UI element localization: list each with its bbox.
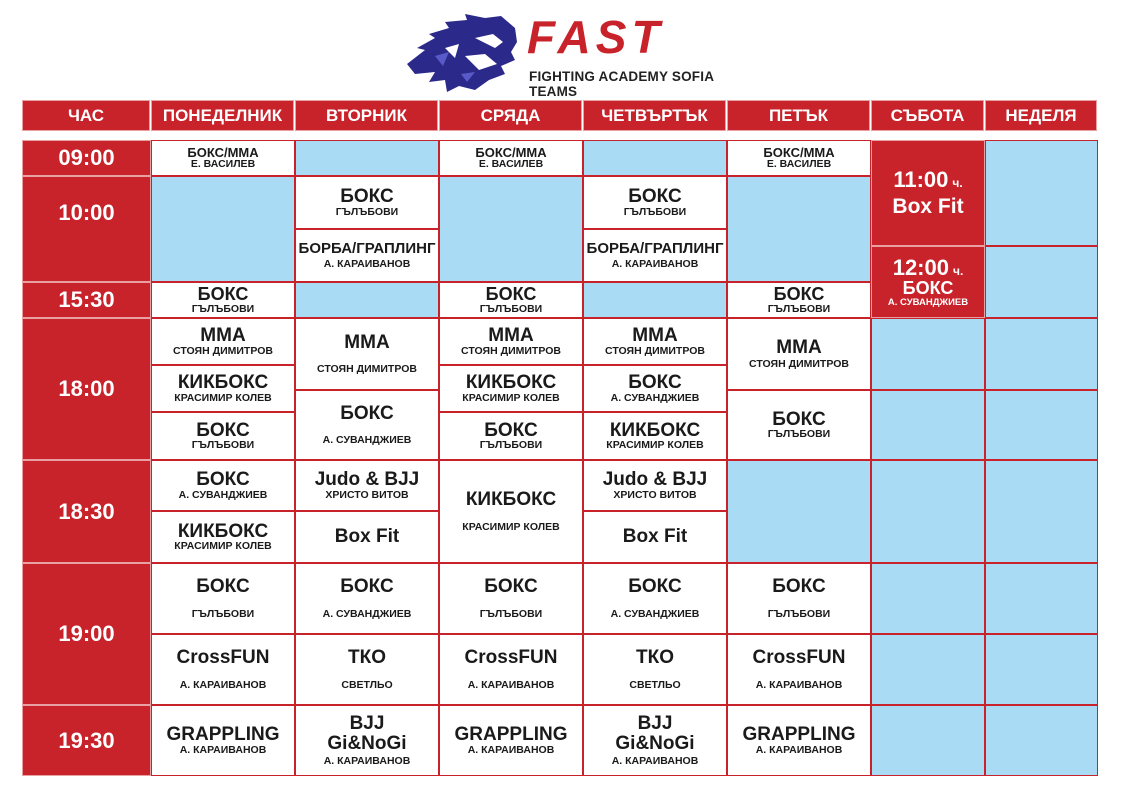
class-coach: КРАСИМИР КОЛЕВ [174,391,272,404]
time-0900: 09:00 [22,140,151,176]
header-saturday: СЪБОТА [871,100,984,131]
class-title: БОКС/ММА [763,144,835,160]
class-coach: ХРИСТО ВИТОВ [325,488,409,501]
class-title: БОКС/ММА [187,144,259,160]
class-coach: СТОЯН ДИМИТРОВ [461,344,561,357]
class-coach: А. КАРАИВАНОВ [179,678,267,691]
class-time-unit: ч. [952,264,964,279]
class-cell [439,365,583,412]
class-cell [583,365,727,412]
class-cell [583,511,727,563]
class-title: БОКС [902,278,954,299]
class-coach: А. КАРАИВАНОВ [323,257,411,270]
header-thursday: ЧЕТВЪРТЪК [583,100,726,131]
time-1800: 18:00 [22,318,151,460]
class-title: BJJ [637,713,673,735]
time-1000: 10:00 [22,176,151,282]
class-cell [151,634,295,705]
empty-slot [871,563,985,634]
class-title: ММА [632,325,678,347]
class-coach: А. СУВАНДЖИЕВ [887,297,969,308]
class-coach: СТОЯН ДИМИТРОВ [749,358,849,371]
class-coach: А. КАРАИВАНОВ [611,257,699,270]
class-cell [295,705,439,776]
class-cell [439,318,583,365]
class-cell [439,563,583,634]
class-coach: КРАСИМИР КОЛЕВ [174,540,272,553]
class-coach: ГЪЛЪБОВИ [335,205,399,218]
class-cell [295,390,439,460]
class-title: GRAPPLING [742,724,856,746]
class-title: БОКС [485,284,537,305]
time-1830: 18:30 [22,460,151,563]
class-time-row [893,256,964,279]
empty-slot [727,460,871,563]
class-coach: А. КАРАИВАНОВ [755,678,843,691]
class-coach: А. КАРАИВАНОВ [179,743,267,756]
header-monday: ПОНЕДЕЛНИК [151,100,294,131]
class-title: БОКС [196,576,250,598]
class-cell [727,634,871,705]
class-cell [439,460,583,563]
class-time: 12:00 [892,255,949,281]
class-title: ТКО [636,647,674,669]
class-title: Box Fit [622,526,688,548]
class-title: БОКС [628,186,682,208]
class-title: БОКС/ММА [475,144,547,160]
class-coach: А. КАРАИВАНОВ [611,754,699,767]
class-coach: Е. ВАСИЛЕВ [766,158,832,171]
empty-slot [583,140,727,176]
class-title: GRAPPLING [454,724,568,746]
class-cell [151,140,295,176]
header-sunday: НЕДЕЛЯ [985,100,1097,131]
empty-slot [727,176,871,282]
class-time: 11:00 [893,167,949,193]
class-title: CrossFUN [176,647,270,669]
class-title-line-2: Gi&NoGi [615,732,695,754]
class-cell [151,282,295,318]
time-1900: 19:00 [22,563,151,705]
class-cell [151,705,295,776]
class-coach: ГЪЛЪБОВИ [767,302,831,315]
class-cell-saturday [871,140,985,246]
class-cell [727,140,871,176]
class-cell [439,634,583,705]
class-cell [151,318,295,365]
class-title: БОКС [628,372,682,394]
class-title: Box Fit [334,526,400,548]
class-coach: А. СУВАНДЖИЕВ [322,607,412,620]
class-title: ММА [488,325,534,347]
class-coach: ГЪЛЪБОВИ [191,439,255,452]
class-time-row [893,168,962,191]
empty-slot [871,318,985,390]
time-1930: 19:30 [22,705,151,776]
class-cell [583,634,727,705]
header-friday: ПЕТЪК [727,100,870,131]
class-title: Judo & BJJ [602,469,708,491]
empty-slot [871,460,985,563]
class-cell [295,634,439,705]
class-coach: Е. ВАСИЛЕВ [190,158,256,171]
class-cell [151,511,295,563]
class-coach: ГЪЛЪБОВИ [191,302,255,315]
class-coach: А. КАРАИВАНОВ [467,743,555,756]
class-title: ММА [776,336,822,358]
class-coach: КРАСИМИР КОЛЕВ [462,391,560,404]
class-title: CrossFUN [464,647,558,669]
class-cell [295,176,439,229]
class-title: БОРБА/ГРАПЛИНГ [298,240,436,258]
class-coach: ГЪЛЪБОВИ [191,607,255,620]
class-coach: ГЪЛЪБОВИ [479,302,543,315]
class-title: БОКС [484,419,538,441]
class-cell [727,705,871,776]
empty-slot [295,140,439,176]
class-cell [583,176,727,229]
class-title: БОКС [196,419,250,441]
empty-slot [985,140,1098,246]
class-title: Judo & BJJ [314,469,420,491]
class-coach: ГЪЛЪБОВИ [767,607,831,620]
class-coach: А. КАРАИВАНОВ [755,743,843,756]
header-wednesday: СРЯДА [439,100,582,131]
class-title: Box Fit [892,194,964,218]
class-coach: ГЪЛЪБОВИ [767,428,831,441]
class-cell [439,140,583,176]
class-cell [439,412,583,460]
class-title: БОКС [773,284,825,305]
class-cell [295,460,439,511]
header-hour: ЧАС [22,100,150,131]
empty-slot [985,460,1098,563]
class-title: КИКБОКС [609,419,701,441]
class-coach: Е. ВАСИЛЕВ [478,158,544,171]
class-title: БОКС [772,408,826,430]
class-title: БОКС [196,469,250,491]
empty-slot [871,390,985,460]
header-tuesday: ВТОРНИК [295,100,438,131]
class-coach: СТОЯН ДИМИТРОВ [317,363,417,376]
class-cell [583,229,727,282]
empty-slot [985,563,1098,634]
class-title: BJJ [349,713,385,735]
class-time-unit: ч. [952,176,963,191]
empty-slot [985,390,1098,460]
empty-slot [583,282,727,318]
logo [405,8,725,99]
empty-slot [985,705,1098,776]
class-coach: СТОЯН ДИМИТРОВ [605,344,705,357]
class-title: БОКС [340,402,394,424]
class-title: КИКБОКС [177,372,269,394]
class-cell [583,460,727,511]
class-coach: ГЪЛЪБОВИ [623,205,687,218]
class-title: БОКС [772,576,826,598]
class-cell [295,229,439,282]
class-coach: А. СУВАНДЖИЕВ [178,488,268,501]
class-title: БОКС [197,284,249,305]
class-cell [583,412,727,460]
class-title: GRAPPLING [166,724,280,746]
class-title: ММА [200,325,246,347]
class-coach: ХРИСТО ВИТОВ [613,488,697,501]
class-cell [583,705,727,776]
class-cell [439,282,583,318]
class-cell [295,318,439,390]
class-title: КИКБОКС [465,489,557,511]
class-title: ТКО [348,647,386,669]
class-coach: А. СУВАНДЖИЕВ [322,434,412,447]
class-title: CrossFUN [752,647,846,669]
class-coach: ГЪЛЪБОВИ [479,607,543,620]
brand-name: FAST [527,11,665,63]
class-cell [727,282,871,318]
class-cell [295,511,439,563]
class-cell [151,412,295,460]
time-1530: 15:30 [22,282,151,318]
class-coach: СТОЯН ДИМИТРОВ [173,344,273,357]
class-title: БОКС [340,186,394,208]
class-title: КИКБОКС [177,520,269,542]
class-coach: СВЕТЛЬО [341,678,393,691]
class-cell [439,705,583,776]
class-title: БОКС [628,576,682,598]
class-cell [583,563,727,634]
empty-slot [295,282,439,318]
class-coach: ГЪЛЪБОВИ [479,439,543,452]
class-cell [295,563,439,634]
class-cell [151,460,295,511]
empty-slot [985,246,1098,318]
class-cell [151,365,295,412]
class-coach: А. КАРАИВАНОВ [323,754,411,767]
class-title: КИКБОКС [465,372,557,394]
class-cell [727,318,871,390]
empty-slot [871,634,985,705]
class-title: БОРБА/ГРАПЛИНГ [586,240,724,258]
class-cell [151,563,295,634]
class-cell-saturday [871,246,985,318]
brand-tagline: FIGHTING ACADEMY SOFIA TEAMS [529,69,714,99]
class-coach: А. КАРАИВАНОВ [467,678,555,691]
class-coach: СВЕТЛЬО [629,678,681,691]
empty-slot [871,705,985,776]
empty-slot [151,176,295,282]
class-coach: КРАСИМИР КОЛЕВ [606,439,704,452]
class-coach: А. СУВАНДЖИЕВ [610,391,700,404]
class-title: ММА [344,331,390,353]
empty-slot [985,318,1098,390]
class-cell [583,318,727,365]
class-cell [727,390,871,460]
class-title: БОКС [484,576,538,598]
class-title-line-2: Gi&NoGi [327,732,407,754]
class-title: БОКС [340,576,394,598]
empty-slot [439,176,583,282]
class-coach: КРАСИМИР КОЛЕВ [462,520,560,533]
class-cell [727,563,871,634]
empty-slot [985,634,1098,705]
class-coach: А. СУВАНДЖИЕВ [610,607,700,620]
